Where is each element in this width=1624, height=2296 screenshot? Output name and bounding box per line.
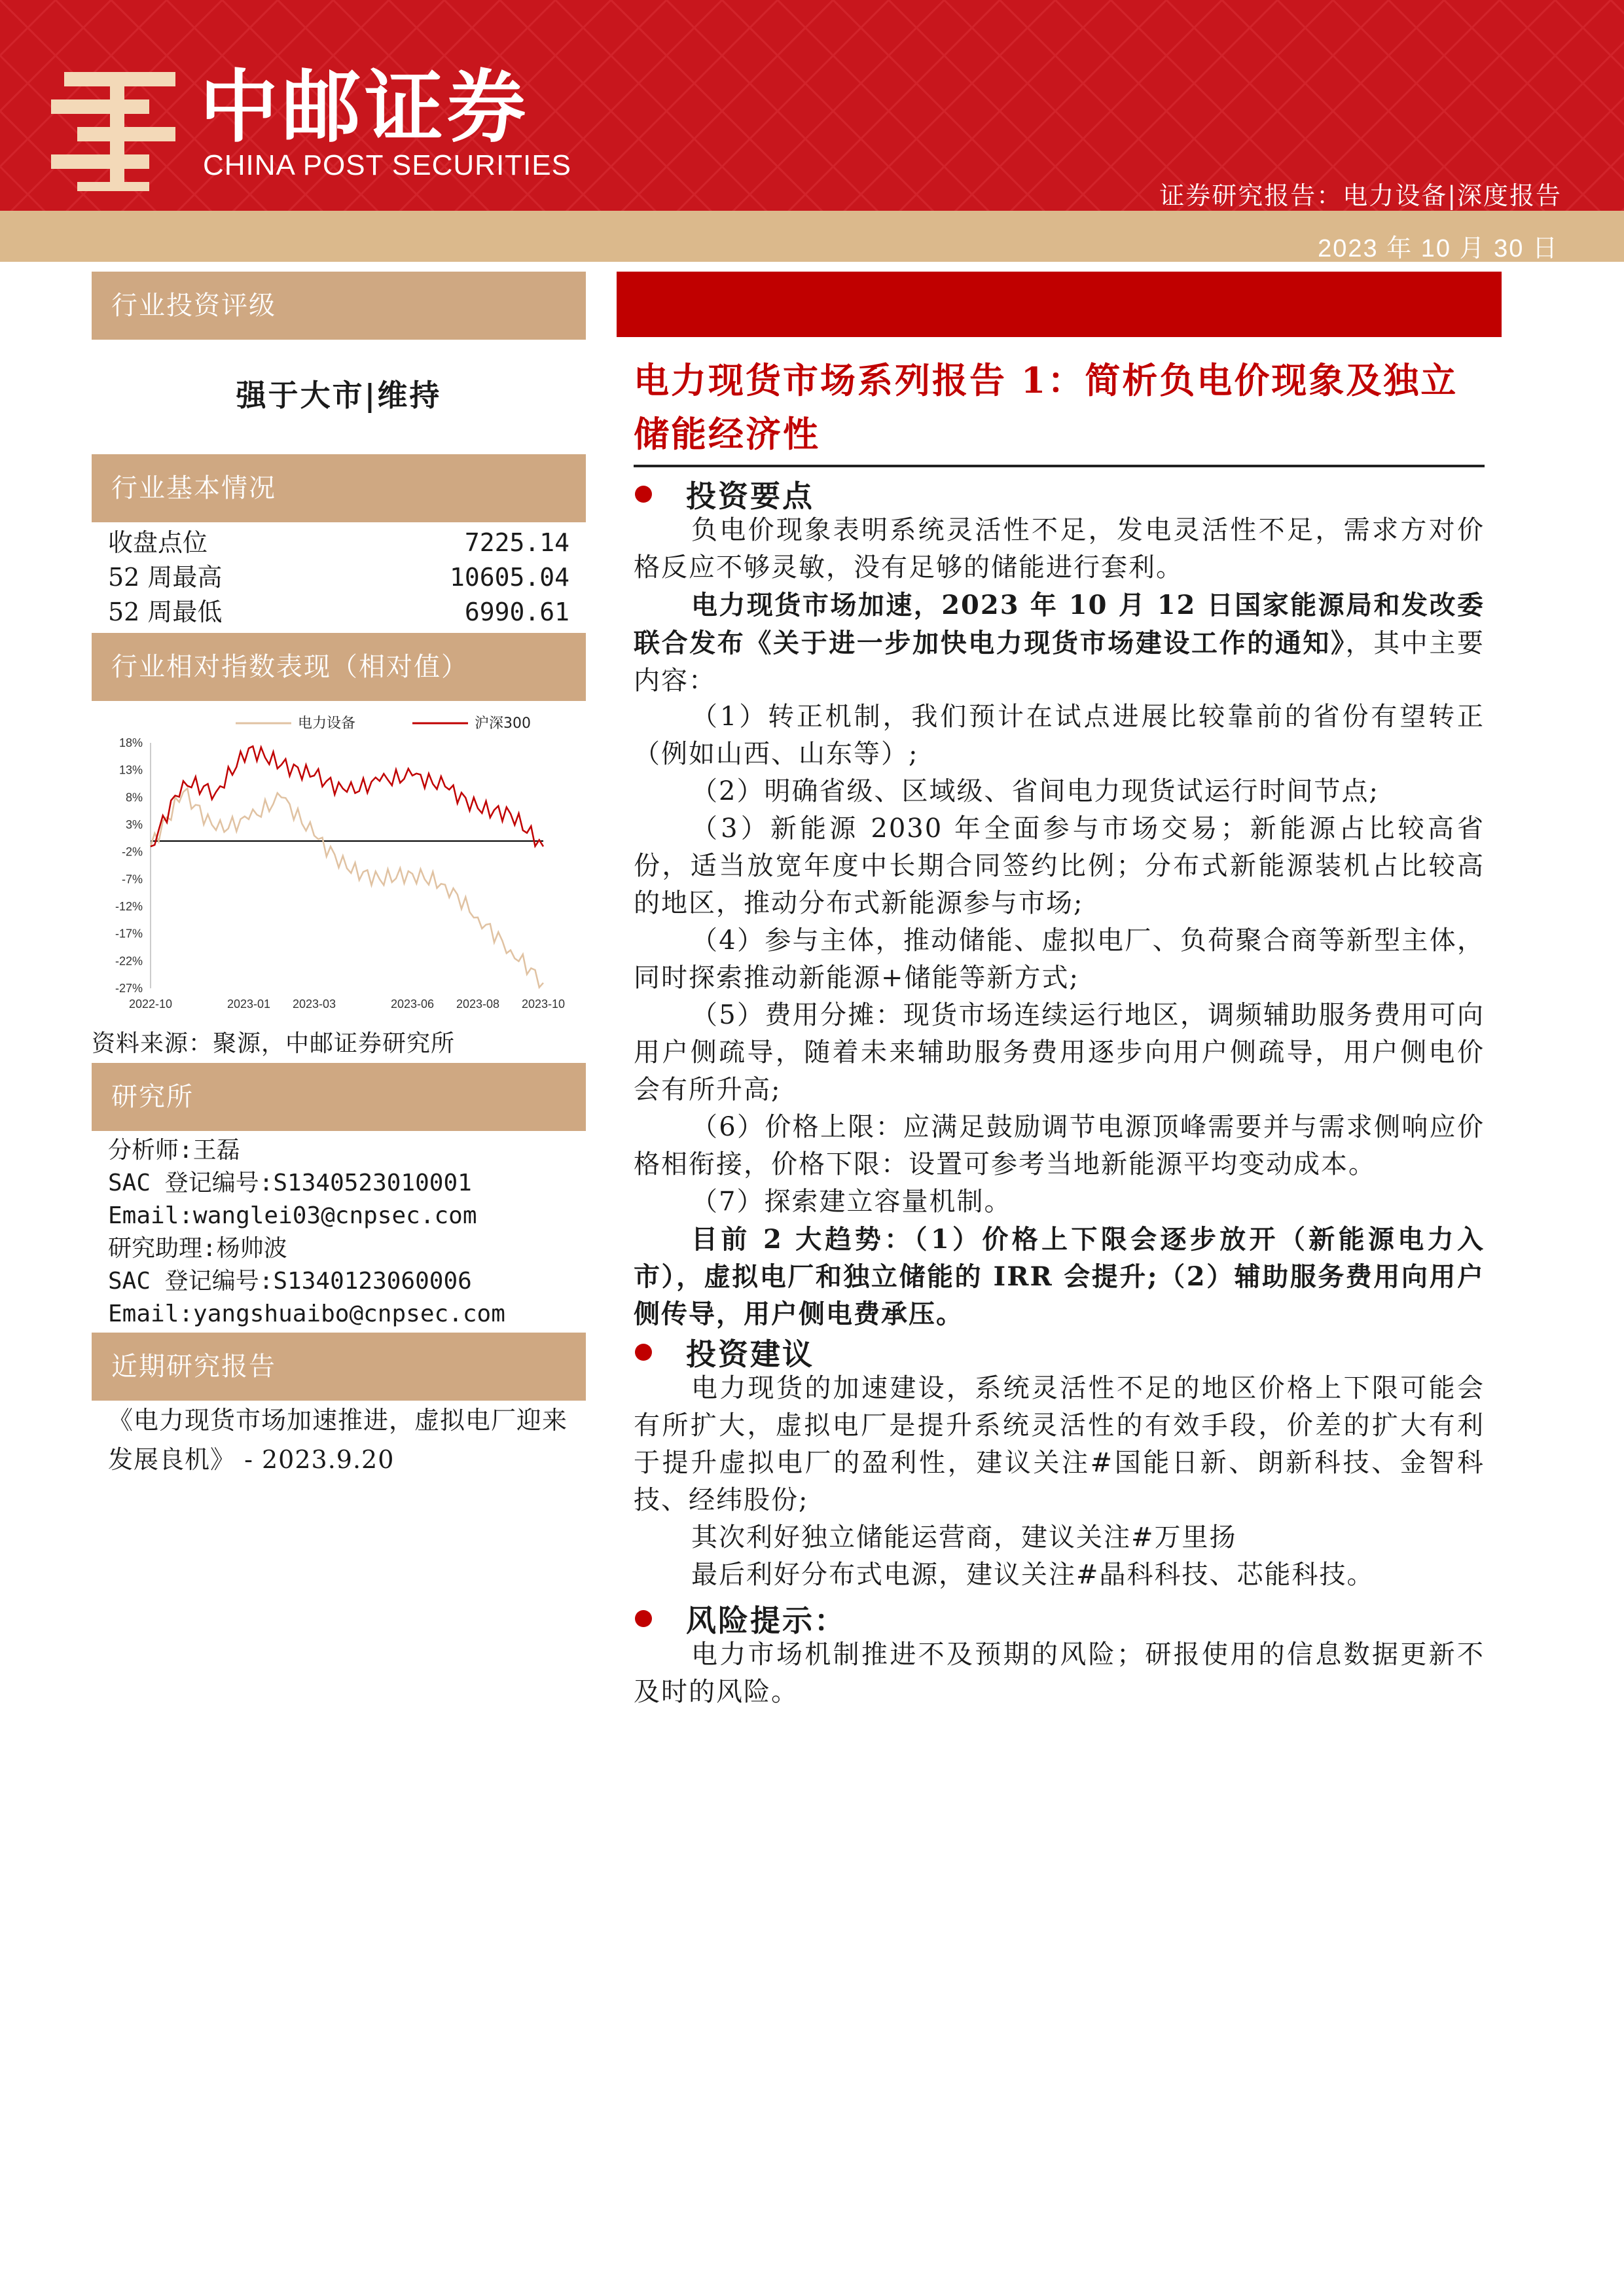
section-title: 投资要点: [686, 478, 814, 514]
y-tick-label: 3%: [125, 818, 143, 831]
chart-axes: [115, 736, 565, 1011]
paragraph: 其次利好独立储能运营商，建议关注#万里扬: [691, 1522, 1237, 1552]
paragraph-bold-lead: 电力现货市场加速，2023 年 10 月 12 日国家能源局和发改委联合发布《关于进一步加快电力现货市场建设工作的通知》: [634, 590, 1485, 658]
analyst-email[interactable]: Email:wanglei03@cnpsec.com: [108, 1202, 477, 1229]
legend-label: 沪深300: [475, 715, 531, 732]
y-tick-label: -27%: [115, 982, 143, 995]
y-tick-label: -12%: [115, 900, 143, 913]
basics-value: 6990.61: [464, 598, 569, 626]
paragraph: （6）价格上限：应满足鼓励调节电源顶峰需要并与需求侧响应价格相衔接，价格下限：设置可参考当地新能源平均变动成本。: [634, 1112, 1485, 1179]
performance-header: 行业相对指数表现（相对值）: [92, 633, 586, 701]
assistant-email[interactable]: Email:yangshuaibo@cnpsec.com: [108, 1300, 505, 1327]
section-investment-highlights: [634, 473, 814, 516]
analyst-sac-number: SAC 登记编号:S1340523010001: [108, 1170, 472, 1196]
basics-label: 52 周最低: [108, 598, 223, 626]
bullet-icon: [635, 1344, 652, 1361]
paragraph: （7）探索建立容量机制。: [691, 1187, 1012, 1217]
paragraph: （1）转正机制，我们预计在试点进展比较靠前的省份有望转正（例如山西、山东等）;: [634, 702, 1485, 769]
china-post-logo-icon: [51, 65, 182, 196]
section-title: 风险提示：: [686, 1603, 846, 1638]
title-red-bar: [617, 272, 1502, 337]
section-title: 投资建议: [686, 1336, 814, 1372]
y-tick-label: 18%: [118, 736, 143, 749]
x-tick-label: 2023-03: [292, 997, 336, 1011]
relative-performance-chart: [92, 700, 586, 1014]
paragraph: 最后利好分布式电源，建议关注#晶科科技、芯能科技。: [691, 1560, 1375, 1590]
x-tick-label: 2023-01: [226, 997, 271, 1011]
paragraph: 负电价现象表明系统灵活性不足，发电灵活性不足，需求方对价格反应不够灵敏，没有足够的储能进行套利。: [634, 515, 1485, 583]
basics-label: 收盘点位: [108, 528, 208, 557]
header-banner: [0, 0, 1624, 211]
paragraph-policy: [634, 586, 1485, 700]
industry-rating: 强于大市|维持: [236, 378, 442, 413]
y-tick-label: -22%: [115, 954, 143, 968]
basics-label: 52 周最高: [108, 563, 223, 592]
assistant-name: 研究助理:杨帅波: [108, 1235, 287, 1262]
chart-series: [151, 746, 543, 987]
paragraph: （4）参与主体，推动储能、虚拟电厂、负荷聚合商等新型主体，同时探索推动新能源+储能等新方式;: [634, 925, 1485, 993]
section-investment-advice: [634, 1331, 814, 1374]
recent-report-link[interactable]: 《电力现货市场加速推进，虚拟电厂迎来发展良机》 - 2023.9.20: [108, 1406, 568, 1474]
y-tick-label: -7%: [121, 872, 143, 886]
section-risk-warning: [634, 1597, 846, 1640]
recent-reports-header: 近期研究报告: [92, 1333, 586, 1401]
paragraph-trends: 目前 2 大趋势：（1）价格上下限会逐步放开（新能源电力入市），虚拟电厂和独立储能的 IRR 会提升;（2）辅助服务费用向用户侧传导，用户侧电费承压。: [634, 1224, 1485, 1329]
assistant-sac-number: SAC 登记编号:S1340123060006: [108, 1268, 472, 1295]
basics-row-52w-low: [108, 595, 569, 629]
paragraph: （3）新能源 2030 年全面参与市场交易；新能源占比较高省份，适当放宽年度中长期合同签约比例；分布式新能源装机占比较高的地区，推动分布式新能源参与市场;: [634, 814, 1485, 918]
analyst-name: 分析师:王磊: [108, 1137, 240, 1164]
brand-name-en: CHINA POST SECURITIES: [203, 149, 571, 181]
paragraph-rest: ，其中主要内容：: [634, 628, 1485, 696]
x-tick-label: 2022-10: [128, 997, 173, 1011]
report-title: 电力现货市场系列报告 1：简析负电价现象及独立储能经济性: [634, 359, 1458, 455]
report-type: 证券研究报告：电力设备|深度报告: [1159, 181, 1562, 210]
y-tick-label: 8%: [125, 791, 143, 804]
bullet-icon: [635, 486, 652, 503]
chart-source: 资料来源：聚源，中邮证券研究所: [92, 1030, 456, 1057]
report-date: 2023 年 10 月 30 日: [1318, 235, 1559, 262]
paragraph: 电力现货的加速建设，系统灵活性不足的地区价格上下限可能会有所扩大，虚拟电厂是提升系统灵活性的有效手段，价差的扩大有利于提升虚拟电厂的盈利性，建议关注#国能日新、朗新科技、金智科技、经纬股份;: [634, 1373, 1485, 1515]
paragraph: （5）费用分摊：现货市场连续运行地区，调频辅助服务费用可向用户侧疏导，随着未来辅助服务费用逐步向用户侧疏导，用户侧电价会有所升高;: [634, 1000, 1485, 1105]
x-tick-label: 2023-10: [521, 997, 566, 1011]
bullet-icon: [635, 1610, 652, 1627]
basics-row-close: [108, 526, 569, 560]
legend-label: 电力设备: [298, 715, 356, 732]
y-tick-label: 13%: [118, 763, 143, 777]
paragraph: 电力市场机制推进不及预期的风险；研报使用的信息数据更新不及时的风险。: [634, 1640, 1485, 1707]
x-tick-label: 2023-08: [456, 997, 500, 1011]
title-divider: [634, 465, 1485, 467]
series-line-power-equipment: [151, 789, 543, 988]
rating-header: 行业投资评级: [92, 272, 586, 340]
basics-value: 10605.04: [449, 563, 569, 592]
x-tick-label: 2023-06: [390, 997, 435, 1011]
brand-name-cn: 中邮证券: [200, 62, 530, 153]
team-header: 研究所: [92, 1063, 586, 1131]
paragraph: （2）明确省级、区域级、省间电力现货试运行时间节点;: [691, 776, 1379, 806]
y-tick-label: -17%: [115, 927, 143, 941]
chart-legend: [236, 715, 531, 732]
series-line-csi300: [151, 746, 543, 846]
y-tick-label: -2%: [121, 845, 143, 859]
basics-row-52w-high: [108, 560, 569, 594]
basics-value: 7225.14: [464, 528, 569, 557]
basics-header: 行业基本情况: [92, 454, 586, 522]
